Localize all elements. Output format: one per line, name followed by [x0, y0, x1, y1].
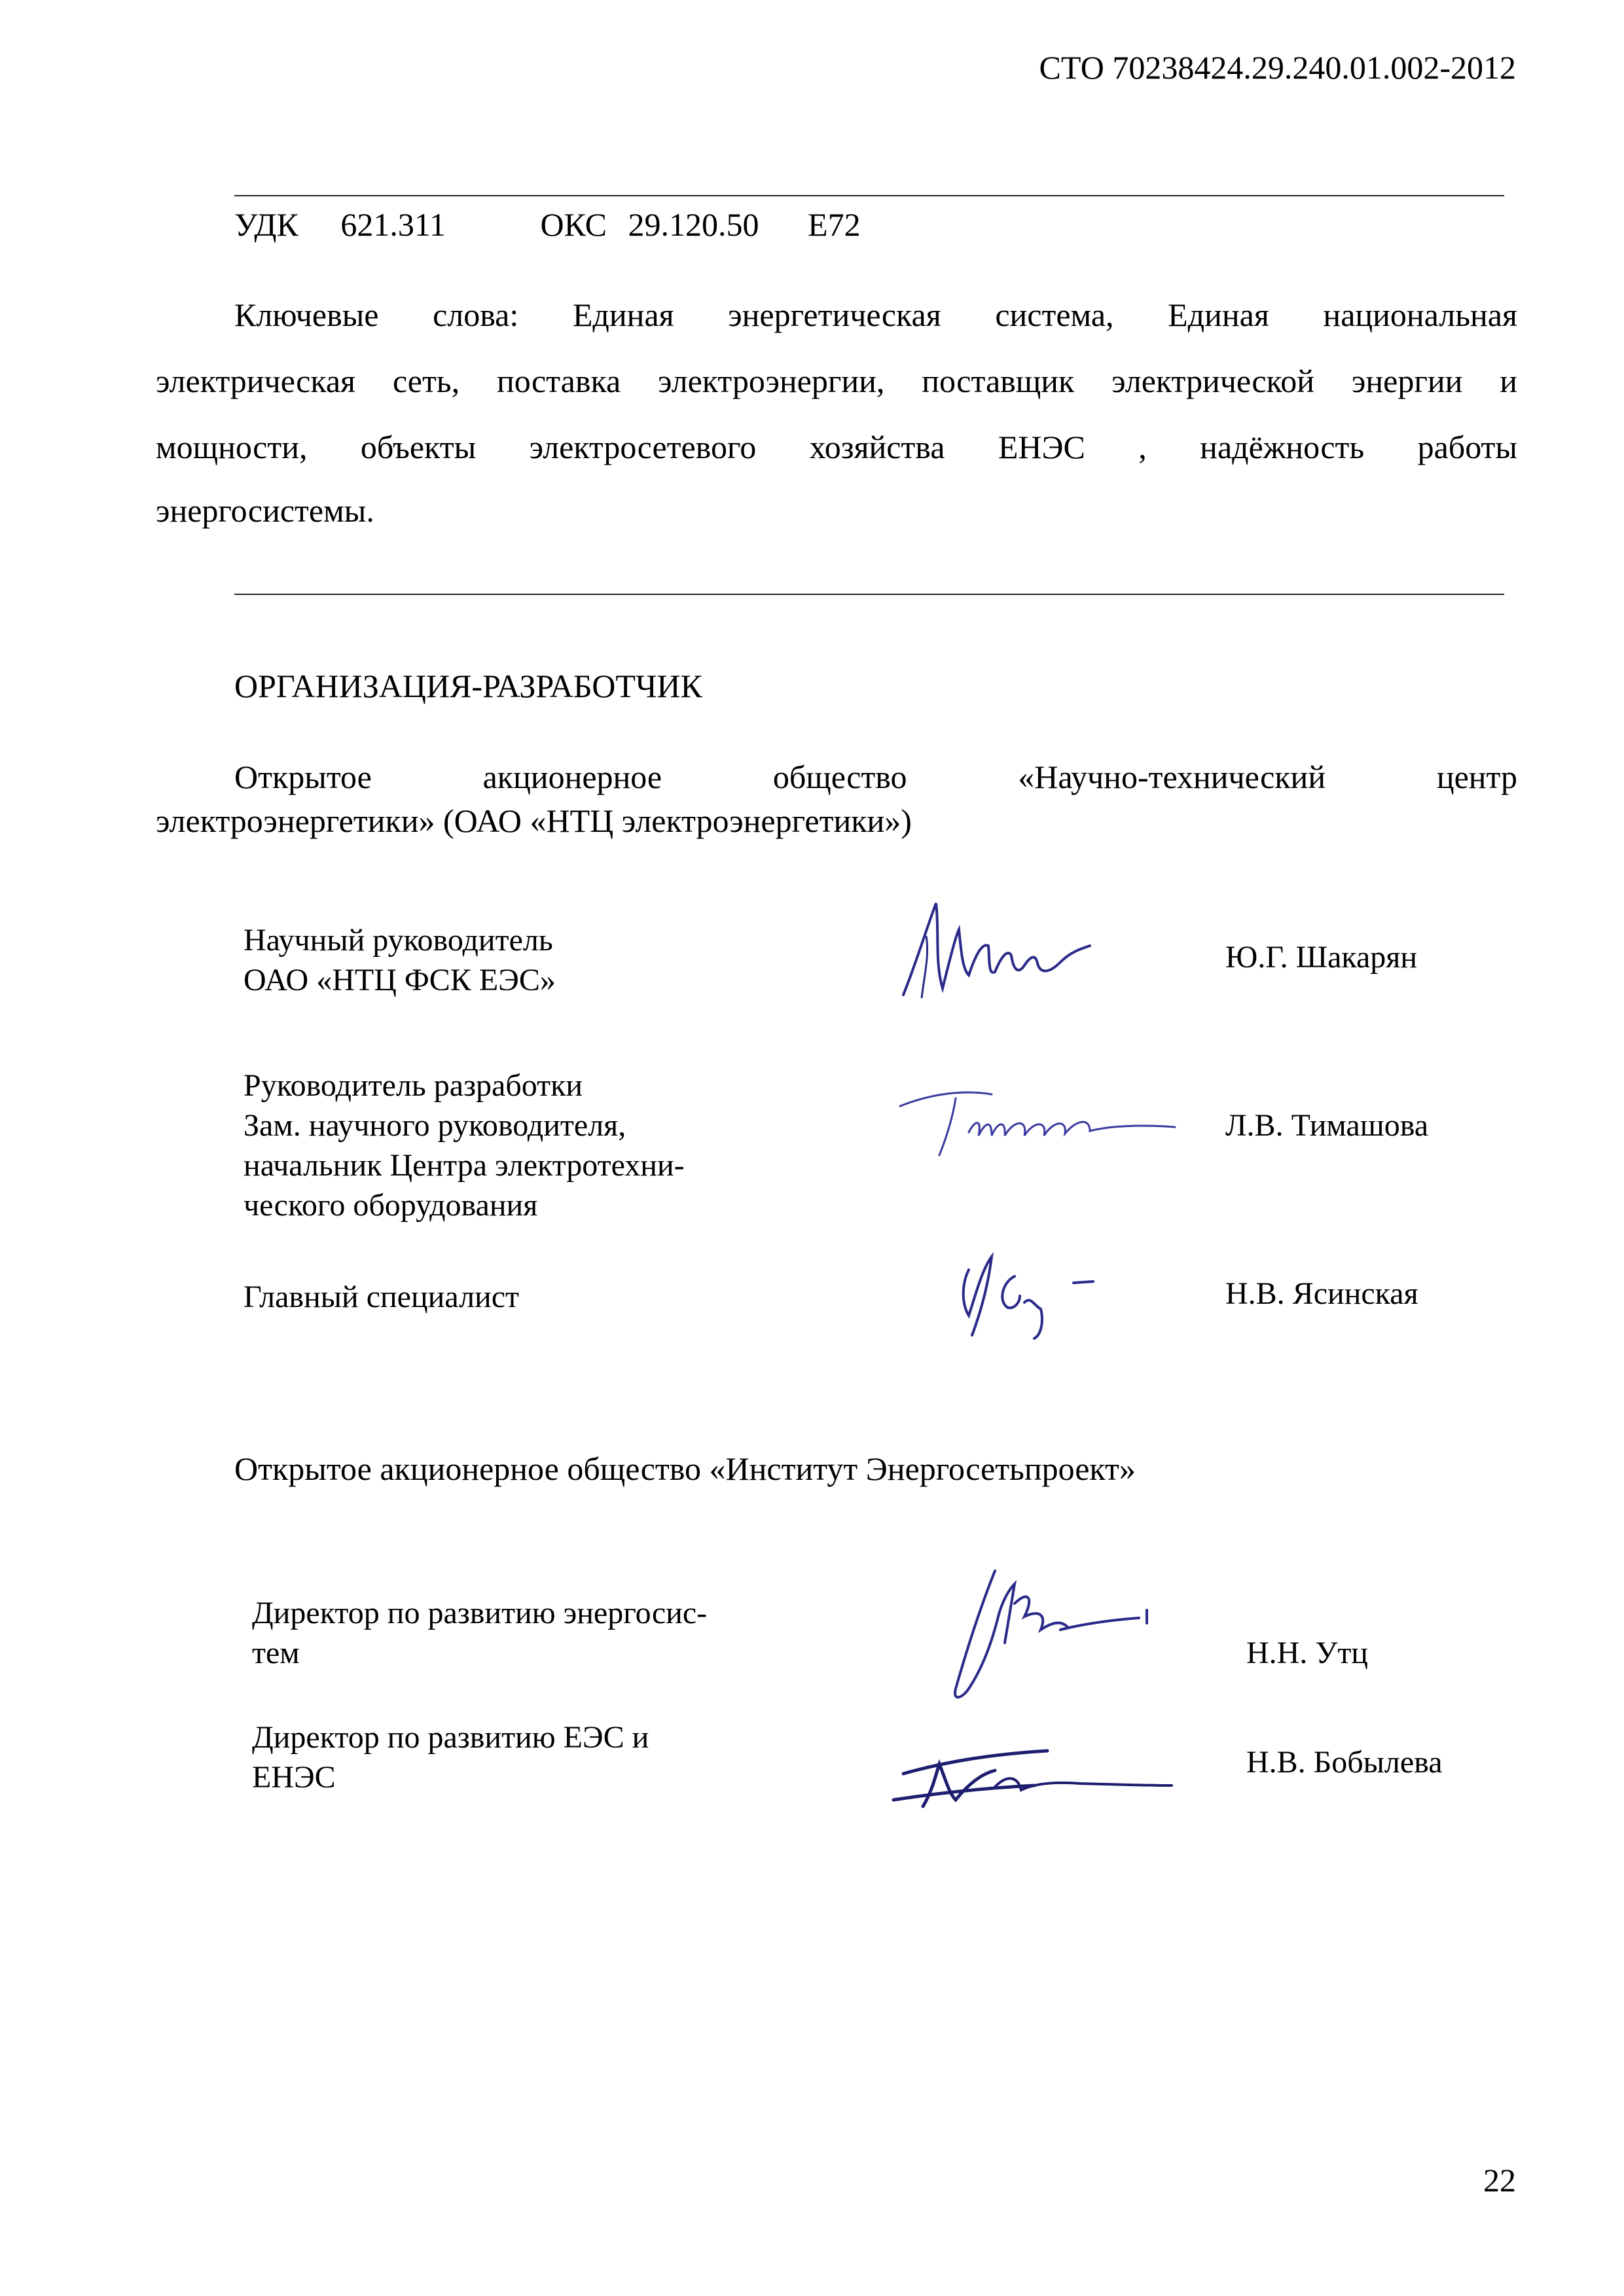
developer-org-line-1: Открытое акционерное общество «Научно-технический центр — [234, 759, 1517, 795]
signatory-4-name: Н.Н. Утц — [1246, 1636, 1368, 1670]
keywords-line-4: энергосистемы. — [156, 492, 374, 529]
developer-heading: ОРГАНИЗАЦИЯ-РАЗРАБОТЧИК — [234, 668, 702, 704]
position-line: Руководитель разработки — [244, 1068, 583, 1103]
signatory-5-position — [252, 1717, 838, 1797]
signatory-1-name: Ю.Г. Шакарян — [1225, 940, 1418, 975]
second-org-name: Открытое акционерное общество «Институт Энергосетьпроект» — [234, 1450, 1136, 1487]
developer-org-line-2: электроэнергетики» (ОАО «НТЦ электроэнергетики») — [156, 802, 912, 839]
top-divider — [234, 195, 1504, 196]
position-line: ЕНЭС — [252, 1760, 336, 1795]
position-line: Научный руководитель — [244, 923, 553, 958]
udk-label: УДК — [234, 206, 298, 243]
position-line: Главный специалист — [244, 1280, 520, 1314]
signature-shakaryan — [890, 890, 1100, 1014]
position-line: тем — [252, 1636, 300, 1670]
classification-code: Е72 — [808, 206, 861, 243]
position-line: ческого оборудования — [244, 1188, 538, 1223]
signatory-1-position — [244, 920, 556, 1000]
document-code: СТО 70238424.29.240.01.002-2012 — [1039, 49, 1516, 86]
position-line: Директор по развитию энергосис- — [252, 1596, 708, 1630]
udk-value: 621.311 — [340, 206, 446, 243]
signature-utts — [916, 1558, 1165, 1715]
classification-line — [234, 208, 861, 241]
oks-value: 29.120.50 — [628, 206, 759, 243]
page-number: 22 — [1483, 2162, 1516, 2198]
signature-timashova — [893, 1080, 1182, 1165]
keywords-line-2: электрическая сеть, поставка электроэнергии, поставщик электрической энергии и — [156, 363, 1517, 399]
position-line: Зам. научного руководителя, — [244, 1108, 626, 1143]
signature-yasinskaya — [943, 1230, 1113, 1348]
signatory-4-position — [252, 1593, 838, 1673]
signatory-2-position — [244, 1066, 685, 1225]
position-line: начальник Центра электротехни- — [244, 1148, 685, 1183]
signatory-5-name: Н.В. Бобылева — [1246, 1745, 1443, 1780]
signatory-2-name: Л.В. Тимашова — [1225, 1108, 1429, 1143]
signature-bobyleva — [884, 1728, 1178, 1820]
oks-label: ОКС — [540, 206, 607, 243]
position-line: Директор по развитию ЕЭС и — [252, 1720, 649, 1755]
signatory-3-name: Н.В. Ясинская — [1225, 1276, 1418, 1311]
position-line: ОАО «НТЦ ФСК ЕЭС» — [244, 963, 556, 997]
keywords-divider — [234, 594, 1504, 595]
signatory-3-position — [244, 1277, 519, 1317]
keywords-line-1: Ключевые слова: Единая энергетическая система, Единая национальная — [234, 296, 1517, 333]
keywords-line-3: мощности, объекты электросетевого хозяйства ЕНЭС , надёжность работы — [156, 429, 1517, 465]
